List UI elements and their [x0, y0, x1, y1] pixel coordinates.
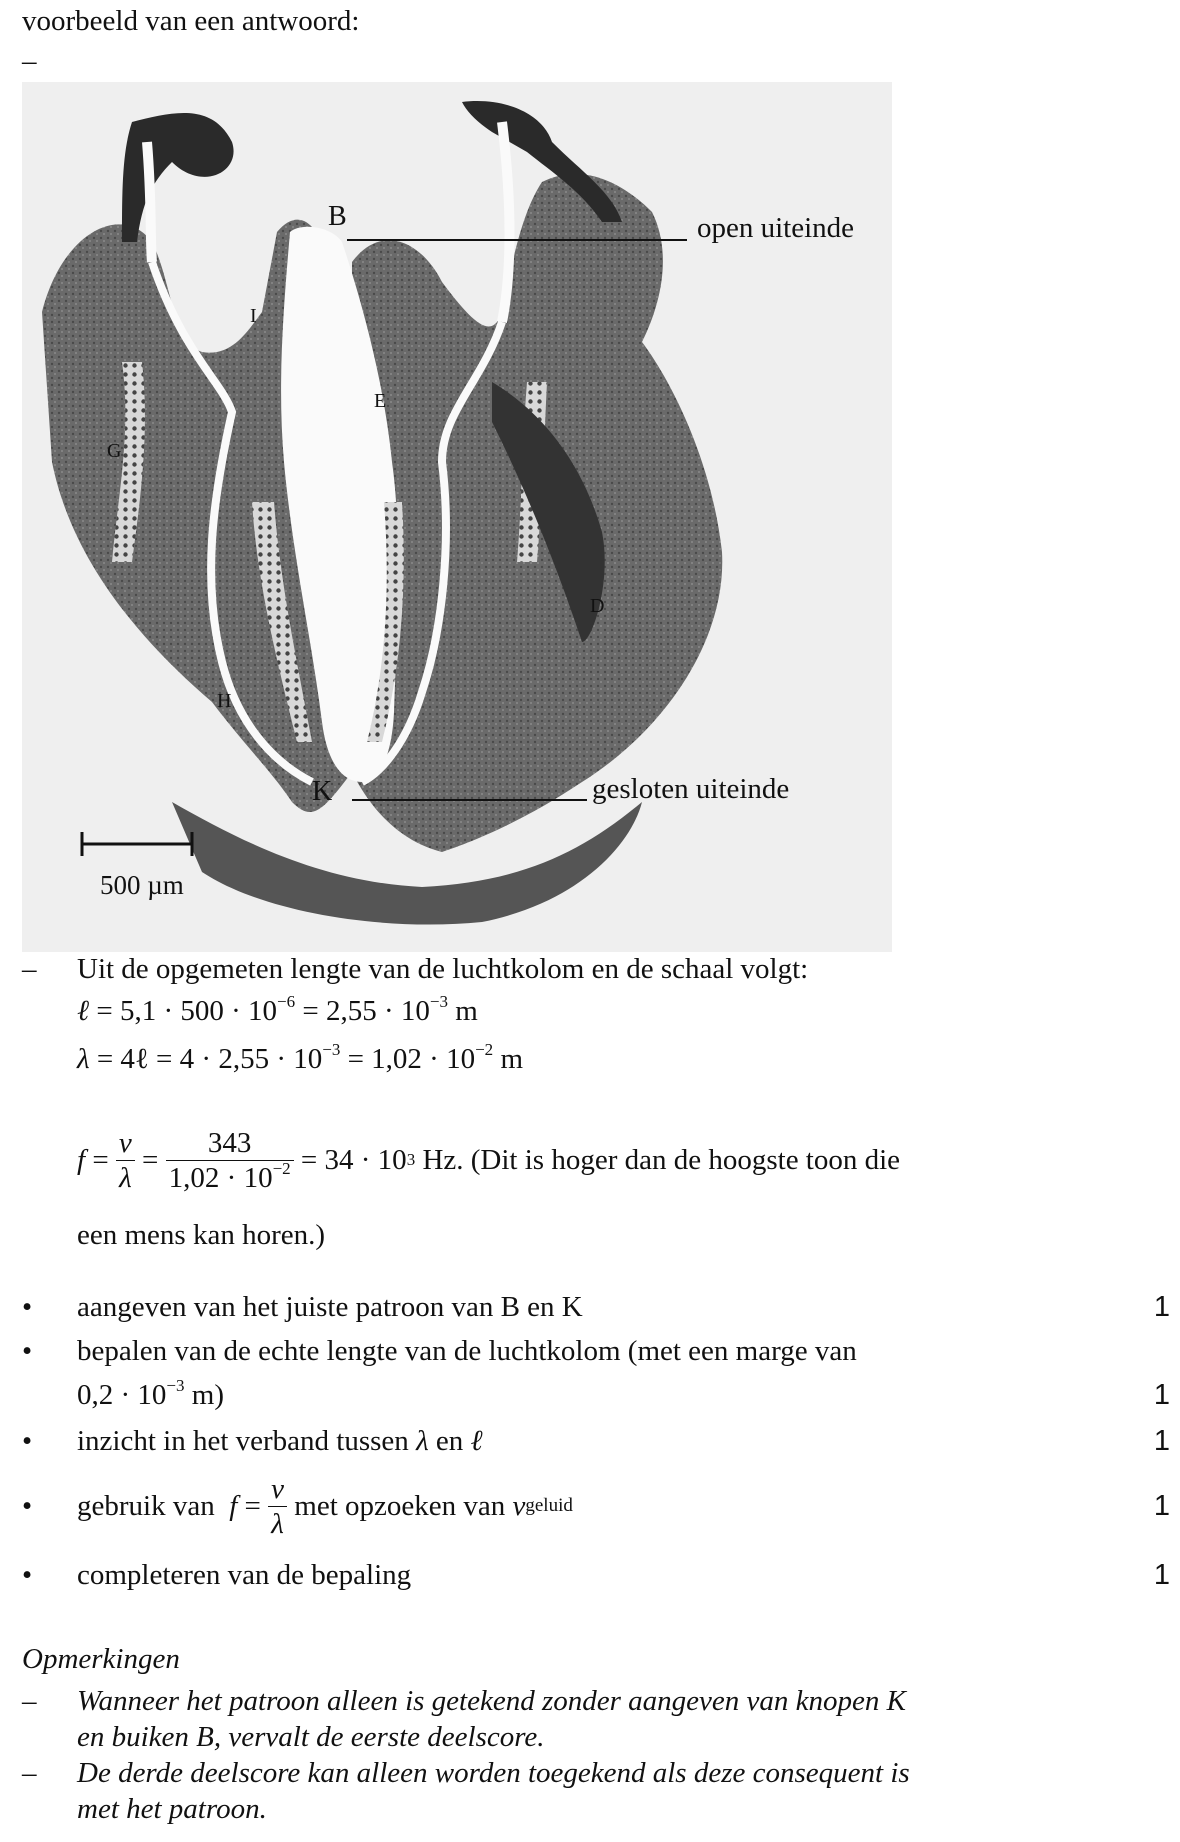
eq3-lambda: λ [119, 1161, 132, 1194]
criterion-text: gebruik van [77, 1490, 215, 1522]
f-symbol: f [229, 1490, 238, 1522]
eq1-lhs: ℓ [77, 995, 90, 1027]
margin-value: 0,2 · 10 [77, 1379, 167, 1411]
tissue-letter-e: E [374, 390, 387, 412]
remark-dash: – [22, 1685, 37, 1717]
eq3-num: 343 [166, 1126, 294, 1161]
eq3-fraction-v-lambda [116, 1126, 135, 1195]
tissue-letter-h: H [217, 690, 232, 712]
equation-frequency: f = $\frac{v}{\lambda}$ = $\frac{343}{1,02 \cdot 10^{-2}}$ = 34 · 10 3 Hz. (Dit is hoger dan de hoogste toon die [77, 1126, 901, 1194]
label-open-end: open uiteinde [697, 212, 855, 244]
tissue-letter-i: I [250, 305, 257, 327]
scale-label: 500 µm [100, 870, 184, 900]
tissue-letter-g: G [107, 440, 122, 462]
criterion-text: bepalen van de echte lengte van de luchtkolom (met een marge van [77, 1335, 857, 1367]
equation-length [77, 994, 478, 1028]
criterion-row [22, 1290, 1180, 1324]
criterion-row-continuation [22, 1378, 1180, 1412]
eq1-rhs-b: = 2,55 · 10 [302, 995, 430, 1027]
remark-item [22, 1756, 1180, 1828]
page-heading: voorbeeld van een antwoord: [22, 5, 360, 37]
criterion-score: 1 [1153, 1379, 1170, 1411]
margin-exp: −3 [166, 1376, 185, 1395]
criterion-score: 1 [1153, 1559, 1170, 1591]
criterion-row [22, 1468, 1180, 1544]
v-over-lambda [268, 1472, 287, 1541]
remark-item [22, 1684, 1180, 1756]
remark-line2: met het patroon. [77, 1793, 267, 1825]
eq1-rhs-a: = 5,1 · 500 · 10 [96, 995, 278, 1027]
label-closed-end: gesloten uiteinde [592, 773, 790, 805]
eq1-exp-a: −6 [277, 992, 296, 1011]
eq2-lhs: λ [77, 1043, 90, 1075]
remark-line1: De derde deelscore kan alleen worden toegekend als deze consequent is [77, 1757, 910, 1789]
eq3-fraction-numeric [166, 1126, 294, 1195]
specimen-figure [22, 82, 892, 952]
eq1-unit: m [455, 995, 478, 1027]
lambda-symbol: λ [416, 1425, 429, 1457]
answer-dash: – [22, 953, 37, 985]
eq3-den-exp: −2 [272, 1158, 291, 1178]
eq1-exp-b: −3 [429, 992, 448, 1011]
frac-v: v [268, 1472, 287, 1507]
criterion-bullet: • [22, 1335, 33, 1367]
label-b: B [328, 201, 347, 232]
criterion-row [22, 1424, 1180, 1458]
eq2-unit: m [500, 1043, 523, 1075]
eq3-result: = 34 · 10 [300, 1144, 407, 1176]
eq3-lhs: f [77, 1144, 86, 1176]
criterion-score: 1 [1153, 1291, 1170, 1323]
criterion-mid: en [435, 1425, 464, 1457]
eq3-den: 1,02 · 10 [168, 1161, 273, 1194]
criterion-row [22, 1334, 1180, 1368]
criterion-row [22, 1558, 1180, 1592]
criterion-score: 1 [1153, 1490, 1170, 1522]
remark-dash: – [22, 1757, 37, 1789]
eq2-rhs-b: = 1,02 · 10 [347, 1043, 476, 1075]
criterion-bullet: • [22, 1559, 33, 1591]
eq2-exp-b: −2 [475, 1040, 494, 1059]
ell-symbol: ℓ [470, 1425, 483, 1457]
criterion-text-wrap [77, 1424, 483, 1458]
criterion-bullet: • [22, 1291, 33, 1323]
criterion-score: 1 [1153, 1425, 1170, 1457]
v-symbol: v [512, 1490, 526, 1522]
remark-line1: Wanneer het patroon alleen is getekend zonder aangeven van knopen K [77, 1685, 906, 1717]
remarks-title: Opmerkingen [22, 1643, 180, 1675]
criterion-tail: met opzoeken van [294, 1490, 506, 1522]
frac-lambda: λ [271, 1507, 284, 1540]
eq3-note: (Dit is hoger dan de hoogste toon die [470, 1144, 901, 1176]
margin-tail: ) [214, 1379, 224, 1411]
criterion-bullet: • [22, 1425, 33, 1457]
equation-wavelength [77, 1042, 523, 1076]
criterion-text: aangeven van het juiste patroon van B en K [77, 1291, 583, 1323]
eq2-exp-a: −3 [322, 1040, 341, 1059]
eq3-unit: Hz. [422, 1144, 464, 1176]
criterion-bullet: • [22, 1490, 33, 1522]
tissue-letter-d: D [590, 595, 605, 617]
criterion-margin-value [77, 1378, 224, 1412]
dash-marker: – [22, 45, 37, 77]
answer-intro: Uit de opgemeten lengte van de luchtkolom en de schaal volgt: [77, 953, 809, 985]
remark-line2: en buiken B, vervalt de eerste deelscore. [77, 1721, 545, 1753]
eq3-note-line2: een mens kan horen.) [77, 1219, 326, 1251]
left-vertical-channel [147, 142, 152, 262]
criterion-text-wrap: gebruik van f = $\frac{v}{\lambda}$ met opzoeken van v geluid [77, 1472, 573, 1540]
eq3-v: v [116, 1126, 135, 1161]
margin-unit: m [191, 1379, 215, 1411]
criterion-text: inzicht in het verband tussen [77, 1425, 409, 1457]
eq2-rhs-a: = 4ℓ = 4 · 2,55 · 10 [96, 1043, 323, 1075]
criterion-text: completeren van de bepaling [77, 1559, 412, 1591]
label-k: K [312, 776, 333, 807]
eq3-den-wrap [166, 1158, 294, 1195]
